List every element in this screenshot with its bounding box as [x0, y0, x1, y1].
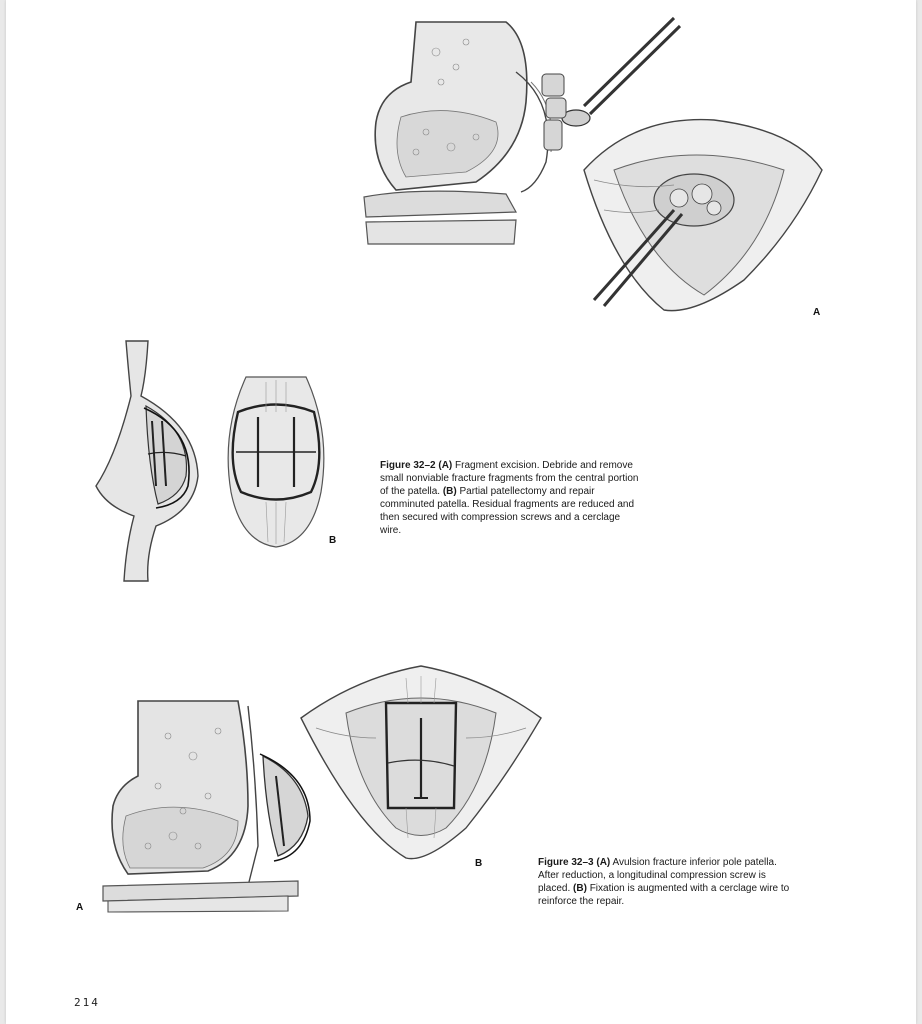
fig-32-2-panel-a-label: A	[813, 307, 821, 318]
page-number: 214	[74, 996, 100, 1009]
fig-32-3-panel-a-label: A	[76, 902, 84, 913]
fig-32-2b-sagittal-illustration	[86, 336, 211, 586]
fig-32-3b-surgical-view-illustration	[296, 658, 546, 863]
figure-32-3-caption: Figure 32–3 (A) Avulsion fracture inferior pole patella. After reduction, a longitudinal compression screw is placed. (B) Fixation is augmented with a cerclage wire to reinforce the repair.	[538, 857, 790, 907]
fig-32-2-panel-b-label: B	[329, 535, 337, 546]
document-page	[6, 0, 916, 1024]
fig-32-3a-sagittal-illustration	[98, 696, 318, 914]
fig-32-3-panel-b-label: B	[475, 858, 483, 869]
figure-32-2-caption: Figure 32–2 (A) Fragment excision. Debride and remove small nonviable fracture fragments from the central portion of the patella. (B) Partial patellectomy and repair comminuted patella. Residual fragments are reduced and then secured with compression screws and a cerclage wire.	[380, 460, 639, 536]
fig-32-2b-front-view-illustration	[216, 372, 336, 552]
fig-32-2a-surgical-view-illustration	[574, 110, 824, 320]
